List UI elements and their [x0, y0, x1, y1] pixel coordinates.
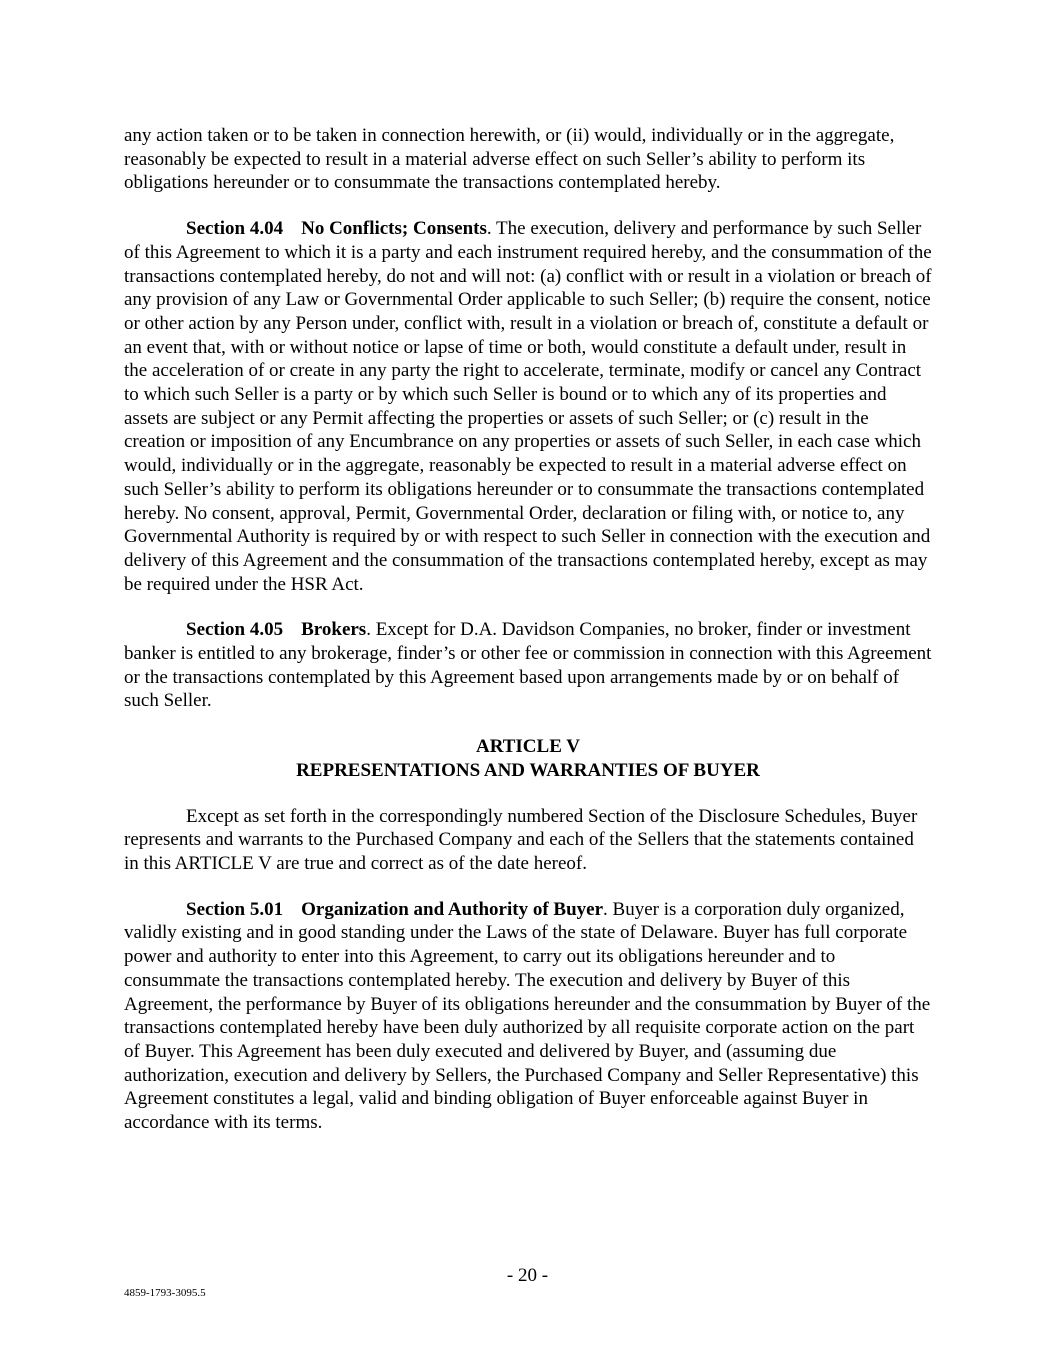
page-number: - 20 -: [506, 1265, 549, 1286]
section-number: Section 5.01: [186, 898, 284, 920]
section-title: No Conflicts; Consents: [301, 218, 487, 240]
section-title: Brokers: [301, 619, 367, 641]
section-number: Section 4.04: [186, 218, 284, 240]
article-title: REPRESENTATIONS AND WARRANTIES OF BUYER: [296, 759, 760, 781]
section-number: Section 4.05: [186, 619, 284, 641]
section-4-04-paragraph: [124, 217, 932, 596]
article-number: ARTICLE V: [475, 736, 581, 758]
section-5-01-paragraph: [124, 898, 932, 1135]
document-page: [124, 124, 932, 1157]
section-body: . Except for D.A. Davidson Companies, no broker, finder or investment banker is entitled to any brokerage, finder’s or other fee or commission in connection with this Agreement or the transactions contemplated by this Agreement based upon arrangements made by or on behalf of such Seller.: [124, 619, 932, 712]
section-title: Organization and Authority of Buyer: [301, 898, 604, 920]
document-id: 4859-1793-3095.5: [124, 1287, 206, 1299]
article-heading: [124, 735, 932, 782]
section-body: . Buyer is a corporation duly organized, validly existing and in good standing under the Laws of the state of Delaware. Buyer has full corporate power and authority to enter into this Agreement, to carry out its obligations hereunder and to consummate the transactions contemplated hereby. The execution and delivery by Buyer of this Agreement, the performance by Buyer of its obligations hereunder and the consummation by Buyer of the transactions contemplated hereby have been duly authorized by all requisite corporate action on the part of Buyer. This Agreement has been duly executed and delivered by Buyer, and (assuming due authorization, execution and delivery by Sellers, the Purchased Company and Seller Representative) this Agreement constitutes a legal, valid and binding obligation of Buyer enforceable against Buyer in accordance with its terms.: [124, 898, 931, 1134]
article-intro-paragraph: Except as set forth in the correspondingly numbered Section of the Disclosure Schedules, Buyer represents and warrants to the Purchased Company and each of the Sellers that the statements contained in this ARTICLE V are true and correct as of the date hereof.: [124, 805, 918, 874]
section-body: . The execution, delivery and performance by such Seller of this Agreement to which it is a party and each instrument required hereby, and the consummation of the transactions contemplated hereby, do not and will not: (a) conflict with or result in a violation or breach of any provision of any Law or Governmental Order applicable to such Seller; (b) require the consent, notice or other action by any Person under, conflict with, result in a violation or breach of, constitute a default or an event that, with or without notice or lapse of time or both, would constitute a default under, result in the acceleration of or create in any party the right to accelerate, terminate, modify or cancel any Contract to which such Seller is a party or by which such Seller is bound or to which any of its properties and assets are subject or any Permit affecting the properties or assets of such Seller; or (c) result in the creation or imposition of any Encumbrance on any properties or assets of such Seller, in each case which would, individually or in the aggregate, reasonably be expected to result in a material adverse effect on such Seller’s ability to perform its obligations hereunder or to consummate the transactions contemplated hereby. No consent, approval, Permit, Governmental Order, declaration or filing with, or notice to, any Governmental Authority is required by or with respect to such Seller in connection with the execution and delivery of this Agreement and the consummation of the transactions contemplated hereby, except as may be required under the HSR Act.: [124, 218, 932, 595]
continuation-paragraph: any action taken or to be taken in connection herewith, or (ii) would, individually or in the aggregate, reasonably be expected to result in a material adverse effect on such Seller’s ability to perform its obligations hereunder or to consummate the transactions contemplated hereby.: [124, 125, 895, 194]
section-4-05-paragraph: [124, 618, 932, 713]
